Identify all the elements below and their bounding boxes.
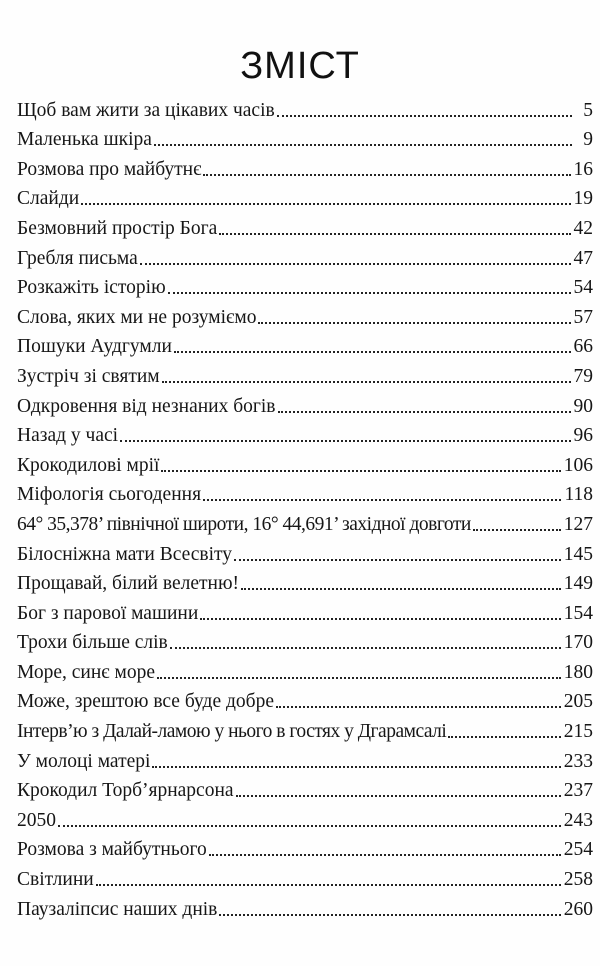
toc-dot-leader bbox=[152, 766, 560, 768]
toc-page-number: 66 bbox=[573, 336, 593, 358]
toc-entry[interactable] bbox=[17, 122, 593, 152]
toc-entry-title: Світлини bbox=[17, 869, 94, 891]
toc-entry[interactable] bbox=[17, 861, 593, 891]
toc-page-number: 5 bbox=[583, 99, 593, 121]
toc-entry-title: Назад у часі bbox=[17, 425, 119, 447]
toc-entry-title: Одкровення від незнаних богів bbox=[17, 395, 276, 417]
toc-dot-leader bbox=[203, 174, 570, 176]
toc-entry[interactable] bbox=[17, 329, 593, 359]
toc-entry[interactable] bbox=[17, 891, 593, 921]
toc-dot-leader bbox=[277, 115, 572, 117]
toc-entry-title: Слова, яких ми не розуміємо bbox=[17, 306, 257, 328]
toc-entry-title: Крокодил Торб’ярнарсона bbox=[17, 780, 234, 802]
toc-entry-title: Інтерв’ю з Далай-ламою у нього в гостях у Дгарамсалі bbox=[17, 721, 447, 743]
toc-entry[interactable] bbox=[17, 595, 593, 625]
toc-entry[interactable] bbox=[17, 388, 593, 418]
toc-entry-title: Крокодилові мрії bbox=[17, 454, 160, 476]
toc-entry[interactable] bbox=[17, 506, 593, 536]
toc-dot-leader bbox=[203, 499, 561, 501]
toc-dot-leader bbox=[140, 263, 571, 265]
toc-entry[interactable] bbox=[17, 270, 593, 300]
toc-dot-leader bbox=[276, 706, 561, 708]
toc-entry-title: Розмова про майбутнє bbox=[17, 158, 202, 180]
toc-dot-leader bbox=[174, 351, 571, 353]
toc-entry[interactable] bbox=[17, 625, 593, 655]
toc-page-number: 260 bbox=[563, 898, 593, 920]
toc-entry[interactable] bbox=[17, 743, 593, 773]
toc-dot-leader bbox=[448, 736, 560, 738]
toc-entry[interactable] bbox=[17, 181, 593, 211]
toc-page-number: 127 bbox=[563, 513, 593, 535]
toc-page-number: 54 bbox=[573, 277, 593, 299]
toc-entry[interactable] bbox=[17, 92, 593, 122]
toc-entry-title: Прощавай, білий велетню! bbox=[17, 573, 240, 595]
toc-page-number: 118 bbox=[564, 484, 593, 506]
toc-entry[interactable] bbox=[17, 713, 593, 743]
toc-entry[interactable] bbox=[17, 477, 593, 507]
toc-entry[interactable] bbox=[17, 358, 593, 388]
toc-dot-leader bbox=[161, 470, 560, 472]
toc-dot-leader bbox=[278, 411, 571, 413]
toc-dot-leader bbox=[241, 588, 561, 590]
toc-page-number: 145 bbox=[563, 543, 593, 565]
toc-entry[interactable] bbox=[17, 654, 593, 684]
toc-dot-leader bbox=[219, 233, 570, 235]
toc-page-number: 19 bbox=[573, 188, 593, 210]
toc-entry-title: Бог з парової машини bbox=[17, 602, 199, 624]
toc-dot-leader bbox=[473, 529, 561, 531]
toc-dot-leader bbox=[81, 203, 570, 205]
toc-dot-leader bbox=[157, 677, 561, 679]
toc-page-number: 79 bbox=[573, 365, 593, 387]
toc-entry-title: 2050 bbox=[17, 809, 56, 831]
toc-dot-leader bbox=[258, 322, 570, 324]
toc-page-number: 254 bbox=[563, 839, 593, 861]
toc-entry-title: Міфологія сьогодення bbox=[17, 484, 202, 506]
toc-entry-title: Пошуки Аудгумли bbox=[17, 336, 172, 358]
toc-entry-title: 64° 35,378’ північної широти, 16° 44,691’ західної довготи bbox=[17, 513, 471, 535]
toc-entry-title: У молоці матері bbox=[17, 750, 151, 772]
toc-dot-leader bbox=[120, 440, 570, 442]
toc-dot-leader bbox=[234, 559, 561, 561]
toc-page-number: 233 bbox=[563, 750, 593, 772]
toc-page-number: 47 bbox=[573, 247, 593, 269]
toc-entry-title: Море, синє море bbox=[17, 661, 156, 683]
toc-entry[interactable] bbox=[17, 447, 593, 477]
toc-entry[interactable] bbox=[17, 299, 593, 329]
toc-dot-leader bbox=[154, 144, 572, 146]
toc-entry-title: Паузаліпсис наших днів bbox=[17, 898, 218, 920]
toc-dot-leader bbox=[209, 854, 561, 856]
toc-dot-leader bbox=[170, 647, 561, 649]
toc-entry[interactable] bbox=[17, 773, 593, 803]
toc-entry-title: Білосніжна мати Всесвіту bbox=[17, 543, 233, 565]
toc-entry-title: Безмовний простір Бога bbox=[17, 217, 218, 239]
toc-dot-leader bbox=[58, 825, 561, 827]
toc-page-number: 96 bbox=[573, 425, 593, 447]
toc-entry-title: Гребля письма bbox=[17, 247, 138, 269]
toc-entry-title: Може, зрештою все буде добре bbox=[17, 691, 274, 713]
toc-page-number: 16 bbox=[573, 158, 593, 180]
toc-dot-leader bbox=[168, 292, 571, 294]
toc-entry[interactable] bbox=[17, 536, 593, 566]
table-of-contents bbox=[17, 92, 593, 921]
toc-entry[interactable] bbox=[17, 684, 593, 714]
toc-entry-title: Трохи більше слів bbox=[17, 632, 168, 654]
toc-entry-title: Щоб вам жити за цікавих часів bbox=[17, 99, 275, 121]
toc-page-number: 149 bbox=[563, 573, 593, 595]
toc-dot-leader bbox=[162, 381, 571, 383]
toc-entry-title: Розмова з майбутнього bbox=[17, 839, 207, 861]
toc-dot-leader bbox=[200, 618, 560, 620]
toc-page-number: 154 bbox=[563, 602, 593, 624]
toc-page-number: 180 bbox=[563, 661, 593, 683]
toc-entry[interactable] bbox=[17, 240, 593, 270]
toc-entry-title: Зустріч зі святим bbox=[17, 365, 160, 387]
toc-dot-leader bbox=[236, 795, 561, 797]
toc-dot-leader bbox=[219, 914, 560, 916]
toc-entry[interactable] bbox=[17, 210, 593, 240]
toc-page-number: 90 bbox=[573, 395, 593, 417]
toc-page-number: 258 bbox=[563, 869, 593, 891]
toc-page-number: 205 bbox=[563, 691, 593, 713]
toc-page-number: 237 bbox=[563, 780, 593, 802]
toc-entry-title: Маленька шкіра bbox=[17, 129, 152, 151]
toc-entry[interactable] bbox=[17, 418, 593, 448]
toc-entry-title: Розкажіть історію bbox=[17, 277, 166, 299]
toc-entry[interactable] bbox=[17, 566, 593, 596]
toc-entry[interactable] bbox=[17, 802, 593, 832]
toc-entry[interactable] bbox=[17, 832, 593, 862]
toc-page-number: 106 bbox=[563, 454, 593, 476]
toc-page-number: 243 bbox=[563, 809, 593, 831]
toc-page-number: 215 bbox=[563, 721, 593, 743]
toc-entry[interactable] bbox=[17, 151, 593, 181]
toc-entry-title: Слайди bbox=[17, 188, 80, 210]
toc-page-number: 9 bbox=[583, 129, 593, 151]
toc-dot-leader bbox=[96, 884, 561, 886]
toc-page-number: 170 bbox=[563, 632, 593, 654]
toc-page-number: 42 bbox=[573, 217, 593, 239]
toc-page-number: 57 bbox=[573, 306, 593, 328]
page-title: ЗМІСТ bbox=[240, 45, 360, 88]
